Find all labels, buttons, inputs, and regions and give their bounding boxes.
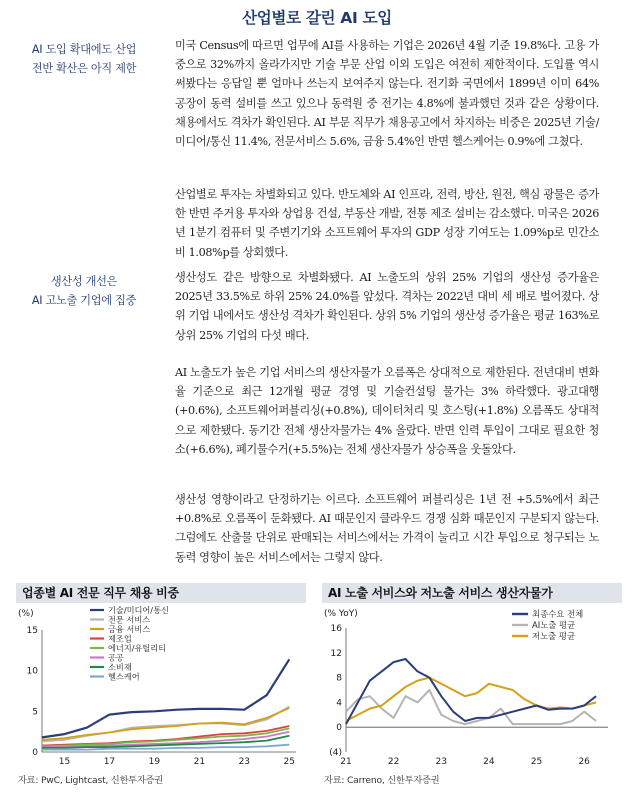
x-tick-label: 26 (578, 757, 590, 767)
y-tick-label: 5 (32, 707, 38, 718)
series-line (346, 678, 596, 721)
legend-label: 제조업 (108, 633, 132, 644)
y-tick-label: 8 (336, 673, 342, 684)
y-tick-label: 12 (330, 648, 342, 659)
body-paragraph: 산업별로 투자는 차별화되고 있다. 반도체와 AI 인프라, 전력, 방산, 원전, 핵심 광물은 증가한 반면 주거용 투자와 상업용 건설, 부동산 개발, 전통 제조 설비는 감소했다. 미국은 2026년 1분기 컴퓨터 및 주변기기와 소프트웨어 투자의 GDP 성장 기여도는 1.09%p로 민간소비 1.08%p를 상회했다. (175, 188, 599, 259)
y-tick-label: 10 (26, 666, 38, 677)
x-tick-label: 23 (435, 757, 447, 767)
chart-left-source: 자료: PwC, Lightcast, 신한투자증권 (18, 775, 163, 786)
x-tick-label: 21 (193, 757, 206, 767)
y-axis-unit: (% YoY) (324, 609, 358, 619)
x-tick-label: 25 (283, 757, 295, 767)
x-tick-label: 22 (387, 757, 400, 767)
y-tick-label: 0 (32, 748, 38, 758)
chart-right-source: 자료: Carreno, 신한투자증권 (324, 775, 440, 786)
sidebar-note-adoption (14, 40, 154, 78)
ppi-chart (322, 604, 622, 770)
chart-right-title: AI 노출 서비스와 저노출 서비스 생산자물가 (322, 583, 622, 603)
legend-label: 소비재 (108, 662, 132, 672)
sidebar-note-line: AI 도입 확대에도 산업 (31, 43, 137, 56)
legend-label: 기술/미디어/통신 (108, 605, 169, 615)
legend-label: 금융 서비스 (108, 624, 151, 634)
chart-left-title: 업종별 AI 전문 직무 채용 비중 (16, 583, 306, 603)
body-paragraph: 미국 Census에 따르면 업무에 AI를 사용하는 기업은 2026년 4월 기준 19.8%다. 고용 가중으로 32%까지 올라가지만 기술 부문 산업 이외 도입은 여전히 제한적이다. 도입률 역시 써봤다는 응답일 뿐 얼마나 쓰는지 보여주지 않는다. 전기화 국면에서 1899년 이미 64% 공장이 동력 설비를 쓰고 있으나 동력원 중 전기는 4.8%에 불과했던 것과 같은 상황이다. 채용에서도 격차가 확인된다. AI 부문 직무가 채용공고에서 차지하는 비중은 2025년 기술/미디어/통신 11.4%, 전문서비스 5.6%, 금융 5.4%인 반면 헬스케어는 0.9%에 그쳤다. (175, 39, 599, 149)
y-axis-unit: (%) (18, 609, 34, 619)
body-paragraph: 생산성도 같은 방향으로 차별화됐다. AI 노출도의 상위 25% 기업의 생산성 증가율은 2025년 33.5%로 하위 25% 24.0%를 앞섰다. 격차는 2022년 대비 세 배로 벌어졌다. 상위 기업 내에서도 생산성 격차가 확인된다. 상위 5% 기업의 생산성 증가율은 평균 163%로 상위 25% 기업의 다섯 배다. (175, 271, 599, 342)
legend-label: 공공 (108, 652, 124, 663)
legend-label: 최종수요 전체 (532, 609, 584, 619)
y-tick-label: 0 (336, 723, 342, 734)
x-tick-label: 19 (148, 757, 161, 767)
hiring-share-chart (16, 604, 306, 770)
legend-label: 에너지/유틸리티 (108, 643, 167, 653)
sidebar-note-line: 생산성 개선은 (50, 275, 118, 288)
sidebar-note-productivity (14, 272, 154, 310)
x-tick-label: 23 (238, 757, 251, 767)
legend-label: 헬스케어 (108, 671, 140, 682)
x-tick-label: 24 (483, 757, 495, 767)
series-line (346, 659, 596, 724)
sidebar-note-line: 전반 확산은 아직 제한 (31, 62, 137, 75)
body-paragraph: 생산성 영향이라고 단정하기는 이르다. 소프트웨어 퍼블리싱은 1년 전 +5.5%에서 최근 +0.8%로 오름폭이 둔화됐다. AI 때문인지 클라우드 경쟁 심화 때문인지 구분되지 않는다. 그럼에도 산출물 단위로 판매되는 서비스에서는 가격이 눌리고 시간 투입으로 청구되는 노동력 영향이 높은 서비스에서는 그렇지 않다. (175, 493, 599, 564)
x-tick-label: 17 (103, 757, 116, 767)
y-tick-label: 4 (336, 698, 342, 709)
x-tick-label: 15 (58, 757, 71, 767)
legend-label: 저노출 평균 (532, 631, 576, 641)
page-title: 산업별로 갈린 AI 도입 (242, 9, 392, 27)
legend-label: AI노출 평균 (532, 620, 576, 630)
x-tick-label: 25 (530, 757, 543, 767)
legend-label: 전문 서비스 (108, 614, 151, 625)
sidebar-note-line: AI 고노출 기업에 집중 (31, 294, 137, 307)
body-paragraph: AI 노출도가 높은 기업 서비스의 생산자물가 오름폭은 상대적으로 제한된다. 전년대비 변화율 기준으로 최근 12개월 평균 경영 및 기술컨설팅 물가는 3% 하락했다. 광고대행(+0.6%), 소프트웨어퍼블리싱(+0.8%), 데이터처리 및 호스팅(+1.8%) 오름폭도 상대적으로 제한됐다. 동기간 전체 생산자물가는 4% 올랐다. 반면 인력 투입이 그대로 필요한 청소(+6.6%), 폐기물수거(+5.5%)는 전체 생산자물가 상승폭을 웃돌았다. (175, 366, 599, 456)
y-tick-label: 15 (26, 626, 38, 636)
y-tick-label: 16 (330, 624, 342, 634)
y-tick-label: (4) (329, 748, 342, 758)
x-tick-label: 21 (340, 757, 352, 767)
